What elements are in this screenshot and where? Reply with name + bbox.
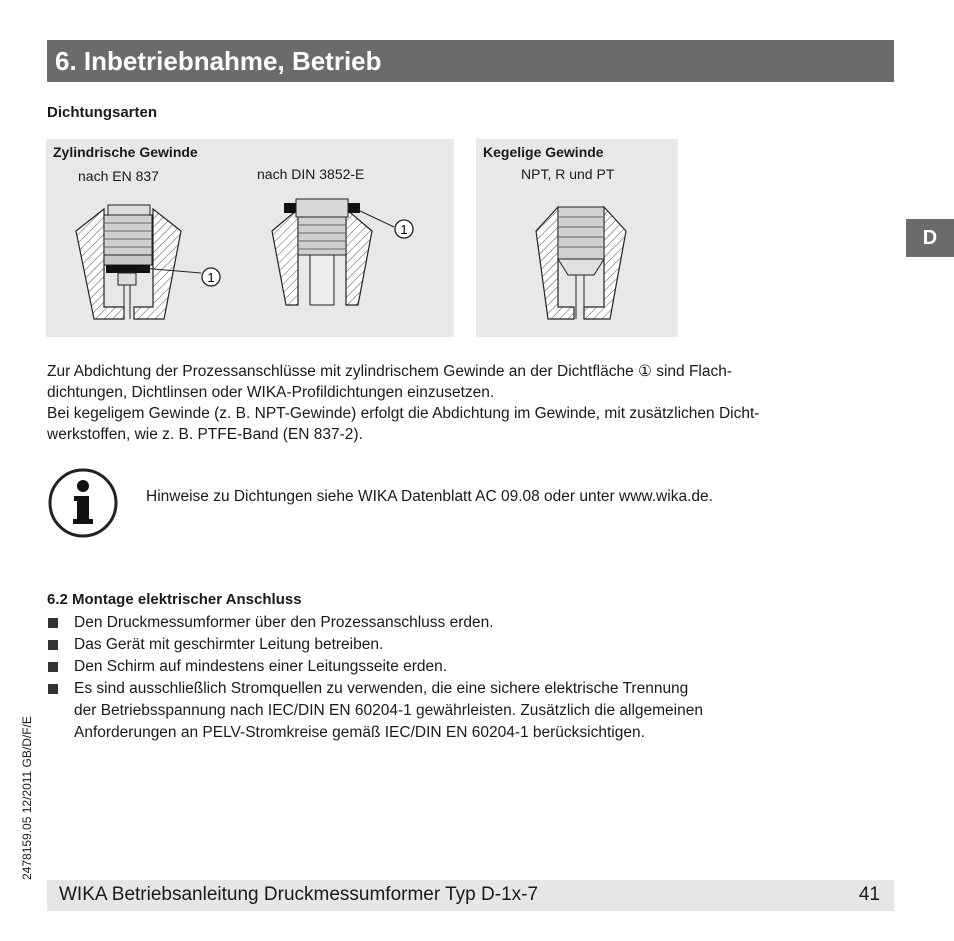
- body-line: Bei kegeligem Gewinde (z. B. NPT-Gewinde) erfolgt die Abdichtung im Gewinde, mit zusätzlichen Dicht-: [47, 405, 760, 422]
- label-npt-r-pt: NPT, R und PT: [521, 166, 615, 182]
- footer-title: WIKA Betriebsanleitung Druckmessumformer Typ D-1x-7: [59, 884, 539, 905]
- body-line: werkstoffen, wie z. B. PTFE-Band (EN 837-2).: [47, 426, 363, 443]
- body-line: dichtungen, Dichtlinsen oder WIKA-Profildichtungen einzusetzen.: [47, 384, 495, 401]
- conical-threads-title: Kegelige Gewinde: [483, 144, 604, 160]
- info-icon: [47, 467, 119, 539]
- figure-conical-threads: [476, 139, 678, 337]
- cylindrical-threads-title: Zylindrische Gewinde: [53, 144, 198, 160]
- electrical-heading: 6.2 Montage elektrischer Anschluss: [47, 591, 302, 608]
- list-item: Den Schirm auf mindestens einer Leitungsseite erden.: [47, 656, 703, 678]
- list-item: Den Druckmessumformer über den Prozessanschluss erden.: [47, 612, 703, 634]
- document-code: 2478159.05 12/2011 GB/D/F/E: [20, 716, 34, 880]
- section-header: [47, 40, 894, 82]
- sealing-paragraph: [47, 361, 759, 445]
- svg-text:1: 1: [207, 270, 215, 285]
- electrical-list: [47, 612, 703, 744]
- svg-text:1: 1: [400, 222, 408, 237]
- body-line: Zur Abdichtung der Prozessanschlüsse mit zylindrischem Gewinde an der Dichtfläche ① sind Flach-: [47, 363, 733, 380]
- footer: [47, 880, 894, 911]
- seal-types-heading: Dichtungsarten: [47, 104, 158, 121]
- list-item: Das Gerät mit geschirmter Leitung betreiben.: [47, 634, 703, 656]
- page-number: 41: [858, 884, 880, 905]
- section-title: 6. Inbetriebnahme, Betrieb: [55, 46, 382, 76]
- cylindrical-threads-drawing: [46, 139, 454, 337]
- figure-cylindrical-threads: [46, 139, 454, 337]
- language-tab: D: [906, 219, 954, 257]
- conical-threads-drawing: [476, 139, 678, 337]
- label-en-837: nach EN 837: [78, 168, 159, 184]
- list-item: Es sind ausschließlich Stromquellen zu verwenden, die eine sichere elektrische Trennung der Betriebsspannung nach IEC/DIN EN 60204-1 gewährleisten. Zusätzlich die allgemeinen Anforderungen an PELV-Stromkreise gemäß IEC/DIN EN 60204-1 berücksichtigen.: [47, 678, 703, 744]
- info-note: Hinweise zu Dichtungen siehe WIKA Datenblatt AC 09.08 oder unter www.wika.de.: [146, 488, 713, 505]
- label-din-3852-e: nach DIN 3852-E: [257, 166, 365, 182]
